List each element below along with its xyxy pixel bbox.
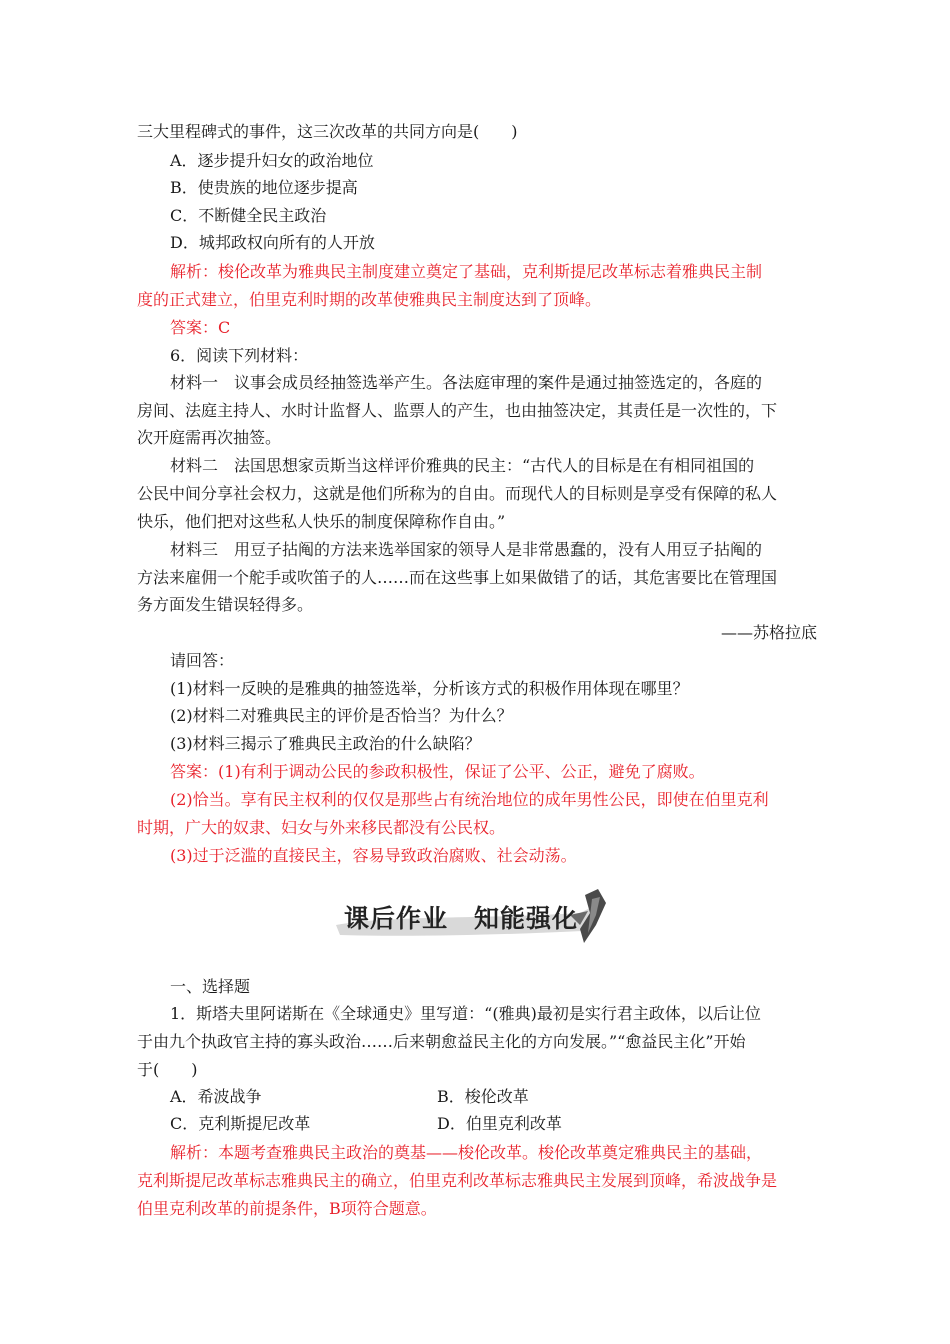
q6-sub1: (1)材料一反映的是雅典的抽签选举，分析该方式的积极作用体现在哪里？ <box>170 679 689 698</box>
s-q1-option-c: C．克利斯提尼改革 <box>170 1114 311 1133</box>
q6-answer1-text: (1)有利于调动公民的参政积极性，保证了公平、公正，避免了腐败。 <box>218 762 705 781</box>
s-q1-analysis-line3: 伯里克利改革的前提条件，B项符合题意。 <box>137 1199 437 1218</box>
s-q1-option-b: B．梭伦改革 <box>437 1087 529 1106</box>
q5-stem: 三大里程碑式的事件，这三次改革的共同方向是( ) <box>137 122 518 141</box>
q6-answer1 <box>170 762 817 782</box>
q6-material1-line2: 房间、法庭主持人、水时计监督人、监票人的产生，也由抽签决定，其责任是一次性的，下 <box>137 401 778 420</box>
q6-material3-source: ——苏格拉底 <box>720 623 817 642</box>
q6-material2-line3: 快乐，他们把对这些私人快乐的制度保障称作自由。” <box>137 512 506 531</box>
q6-material3-line3: 务方面发生错误轻得多。 <box>137 595 314 614</box>
s-q1-analysis-line2: 克利斯提尼改革标志雅典民主的确立，伯里克利改革标志雅典民主发展到顶峰，希波战争是 <box>137 1171 778 1190</box>
s-q1-option-a: A．希波战争 <box>170 1087 262 1106</box>
q6-material3-line2: 方法来雇佣一个舵手或吹笛子的人……而在这些事上如果做错了的话，其危害要比在管理国 <box>137 568 778 587</box>
q6-prompt: 请回答： <box>170 651 235 670</box>
s-q1-line1: 1．斯塔夫里阿诺斯在《全球通史》里写道：“(雅典)最初是实行君主政体，以后让位 <box>170 1004 761 1023</box>
q5-analysis-line2: 度的正式建立，伯里克利时期的改革使雅典民主制度达到了顶峰。 <box>137 290 602 309</box>
q6-stem: 6．阅读下列材料： <box>170 346 309 365</box>
q5-option-d: D．城邦政权向所有的人开放 <box>170 233 375 252</box>
q6-sub2: (2)材料二对雅典民主的评价是否恰当？为什么？ <box>170 706 513 725</box>
s-q1-option-d: D．伯里克利改革 <box>437 1114 562 1133</box>
banner-title: 课后作业 知能强化 <box>344 904 579 933</box>
q6-material1-line3: 次开庭需再次抽签。 <box>137 428 282 447</box>
q5-option-c: C．不断健全民主政治 <box>170 206 327 225</box>
s-q1-analysis-line1: 解析：本题考查雅典民主政治的奠基——梭伦改革。梭伦改革奠定雅典民主的基础， <box>170 1143 763 1162</box>
q6-material1-line1: 材料一 议事会成员经抽签选举产生。各法庭审理的案件是通过抽签选定的，各庭的 <box>170 373 763 392</box>
q5-analysis-label: 解析： <box>170 262 219 281</box>
s-q1-line3: 于( ) <box>137 1060 198 1079</box>
s-q1-line2: 于由九个执政官主持的寡头政治……后来朝愈益民主化的方向发展。”“愈益民主化”开始 <box>137 1032 746 1051</box>
q6-answer-label: 答案： <box>170 762 219 781</box>
section-heading: 一、选择题 <box>170 977 251 996</box>
q5-answer: 答案：C <box>170 318 231 337</box>
q6-answer2-line1: (2)恰当。享有民主权利的仅仅是那些占有统治地位的成年男性公民，即使在伯里克利 <box>170 790 769 809</box>
q6-sub3: (3)材料三揭示了雅典民主政治的什么缺陷？ <box>170 734 481 753</box>
q6-material2-line2: 公民中间分享社会权力，这就是他们所称为的自由。而现代人的目标则是享受有保障的私人 <box>137 484 778 503</box>
q6-material2-line1: 材料二 法国思想家贡斯当这样评价雅典的民主：“古代人的目标是在有相同祖国的 <box>170 456 755 475</box>
q6-answer2-line2: 时期，广大的奴隶、妇女与外来移民都没有公民权。 <box>137 818 506 837</box>
q5-analysis-line1 <box>170 262 817 282</box>
q5-option-b: B．使贵族的地位逐步提高 <box>170 178 358 197</box>
section-banner <box>330 885 630 951</box>
q6-material3-line1: 材料三 用豆子拈阄的方法来选举国家的领导人是非常愚蠢的，没有人用豆子拈阄的 <box>170 540 763 559</box>
q6-answer3: (3)过于泛滥的直接民主，容易导致政治腐败、社会动荡。 <box>170 846 577 865</box>
q5-option-a: A．逐步提升妇女的政治地位 <box>170 151 374 170</box>
q5-analysis-text: 梭伦改革为雅典民主制度建立奠定了基础，克利斯提尼改革标志着雅典民主制 <box>218 262 763 281</box>
